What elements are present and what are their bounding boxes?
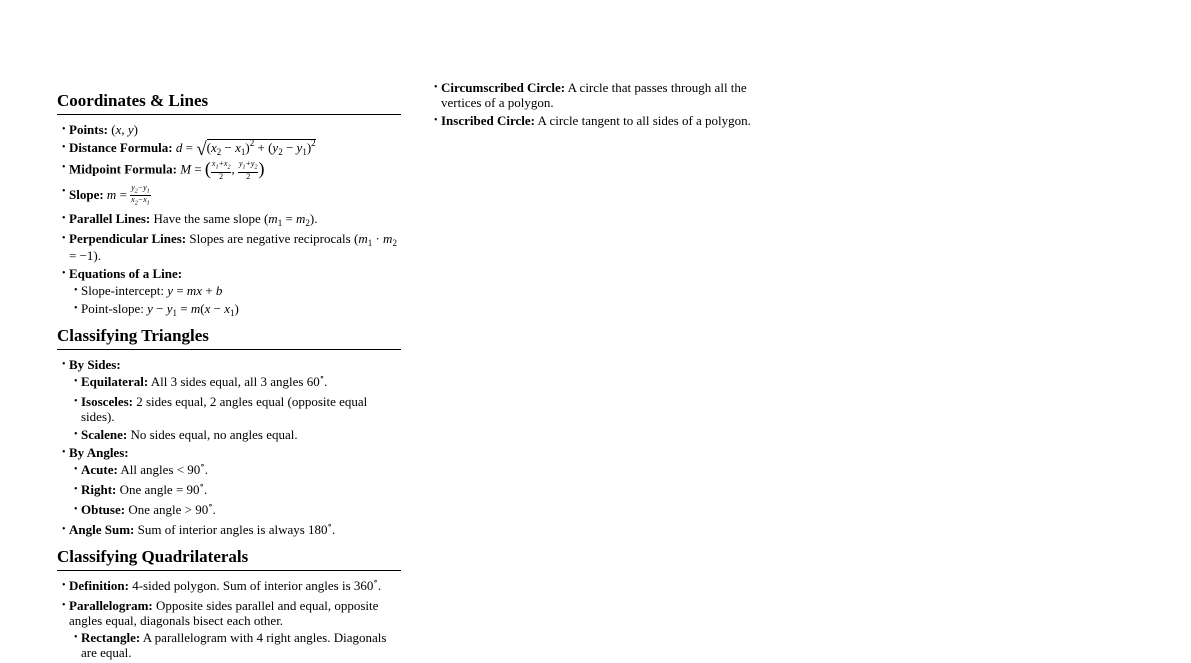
quadrilaterals-list (57, 575, 401, 660)
scalene-text: No sides equal, no angles equal. (130, 426, 298, 442)
distance-label: Distance Formula: (69, 140, 173, 155)
by-angles-sublist (69, 459, 401, 519)
circumscribed-label: Circumscribed Circle: (441, 80, 566, 95)
list-item-parallel: • Parallel Lines: Have the same slope $(m_1 = m_2)$. (57, 211, 401, 228)
parallelogram-sublist (69, 630, 401, 660)
list-item-points: • Points: (x, y) (57, 122, 401, 137)
parallel-text: Have the same slope ( (153, 210, 269, 226)
isosceles-text: 2 sides equal, 2 angles equal (opposite equal sides). (81, 393, 368, 424)
definition-label: Definition: (69, 577, 129, 593)
slope-intercept-label: Slope-intercept: (81, 282, 165, 298)
obtuse-text: One angle (128, 501, 182, 517)
triangles-list (57, 357, 401, 539)
list-item-equilateral: • Equilateral: All 3 sides equal, all 3 angles 60∘. (69, 374, 401, 391)
rectangle-text: A parallelogram with 4 right angles. Diagonals are equal. (81, 629, 387, 660)
inscribed-label: Inscribed Circle: (441, 113, 535, 128)
section-title-triangles: Classifying Triangles (57, 326, 401, 350)
inscribed-text: A circle tangent to all sides of a polygon. (537, 113, 751, 128)
list-item-parallelogram (57, 598, 401, 660)
parallelogram-label: Parallelogram: (69, 597, 153, 613)
section-title-quadrilaterals: Classifying Quadrilaterals (57, 547, 401, 571)
list-item-definition: • Definition: 4-sided polygon. Sum of interior angles is 360∘. (57, 578, 401, 595)
list-item-distance: • Distance Formula: $d = √(x_2 - x_1)^2 + (y_2 - y_1)^2$ (57, 140, 401, 157)
scalene-label: Scalene: (81, 426, 128, 442)
list-item-midpoint: • Midpoint Formula: M = ( $\frac{x_1+x_2}{2}$ , $\frac{y_1+y_2}{2}$ ) (57, 160, 401, 181)
list-item-angle-sum: • Angle Sum: Sum of interior angles is always 180∘. (57, 522, 401, 539)
equilateral-text: All 3 sides equal, all 3 angles (150, 373, 304, 389)
coordinates-list (57, 122, 401, 318)
points-label: Points: (69, 122, 108, 137)
right-label: Right: (81, 481, 117, 497)
list-item-slope: • Slope: m = $\frac{y_2-y_1}{x_2-x_1}$ (57, 184, 401, 208)
perpendicular-label: Perpendicular Lines: (69, 230, 187, 246)
acute-text: All angles (120, 461, 174, 477)
perpendicular-text: Slopes are negative reciprocals ( (189, 230, 359, 246)
list-item-inscribed (429, 113, 759, 128)
list-item-rectangle (69, 630, 401, 660)
acute-label: Acute: (81, 461, 118, 477)
angle-sum-label: Angle Sum: (69, 521, 135, 537)
list-item-slope-intercept: • Slope-intercept: y = mx + b (69, 283, 401, 298)
angle-sum-text: Sum of interior angles is always (137, 521, 305, 537)
list-item-by-sides (57, 357, 401, 442)
isosceles-label: Isosceles: (81, 393, 133, 409)
list-item-equations (57, 266, 401, 318)
by-sides-sublist (69, 371, 401, 442)
list-item-right: • Right: One angle = 90∘. (69, 482, 401, 499)
definition-text: 4-sided polygon. Sum of interior angles is (132, 577, 351, 593)
point-slope-label: Point-slope: (81, 300, 144, 316)
left-column (57, 91, 401, 663)
list-item-scalene (69, 427, 401, 442)
slope-label: Slope: (69, 186, 104, 202)
list-item-point-slope: • Point-slope: $y - y_1 = m(x - x_1)$ (69, 301, 401, 318)
list-item-acute: • Acute: All angles < 90∘. (69, 462, 401, 479)
list-item-isosceles (69, 394, 401, 424)
by-angles-label: By Angles: (69, 444, 129, 460)
list-item-by-angles (57, 445, 401, 519)
rectangle-label: Rectangle: (81, 629, 141, 645)
right-column (429, 80, 759, 131)
equilateral-label: Equilateral: (81, 373, 149, 389)
section-title-coordinates: Coordinates & Lines (57, 91, 401, 115)
circles-list (429, 80, 759, 128)
obtuse-label: Obtuse: (81, 501, 126, 517)
right-text: One angle (119, 481, 173, 497)
equations-sublist (69, 283, 401, 318)
list-item-perpendicular: • Perpendicular Lines: Slopes are negative reciprocals $(m_1 \cdot m_2 = -1)$. (57, 231, 401, 263)
midpoint-label: Midpoint Formula: (69, 161, 177, 177)
list-item-circumscribed (429, 80, 759, 110)
circumscribed-text: A circle that passes through all the vertices of a polygon. (441, 80, 747, 110)
by-sides-label: By Sides: (69, 356, 121, 372)
list-item-obtuse: • Obtuse: One angle > 90∘. (69, 502, 401, 519)
parallelogram-text: Opposite sides parallel and equal, opposite angles equal, diagonals bisect each other. (69, 597, 379, 628)
parallel-label: Parallel Lines: (69, 210, 151, 226)
equations-label: Equations of a Line: (69, 265, 183, 281)
